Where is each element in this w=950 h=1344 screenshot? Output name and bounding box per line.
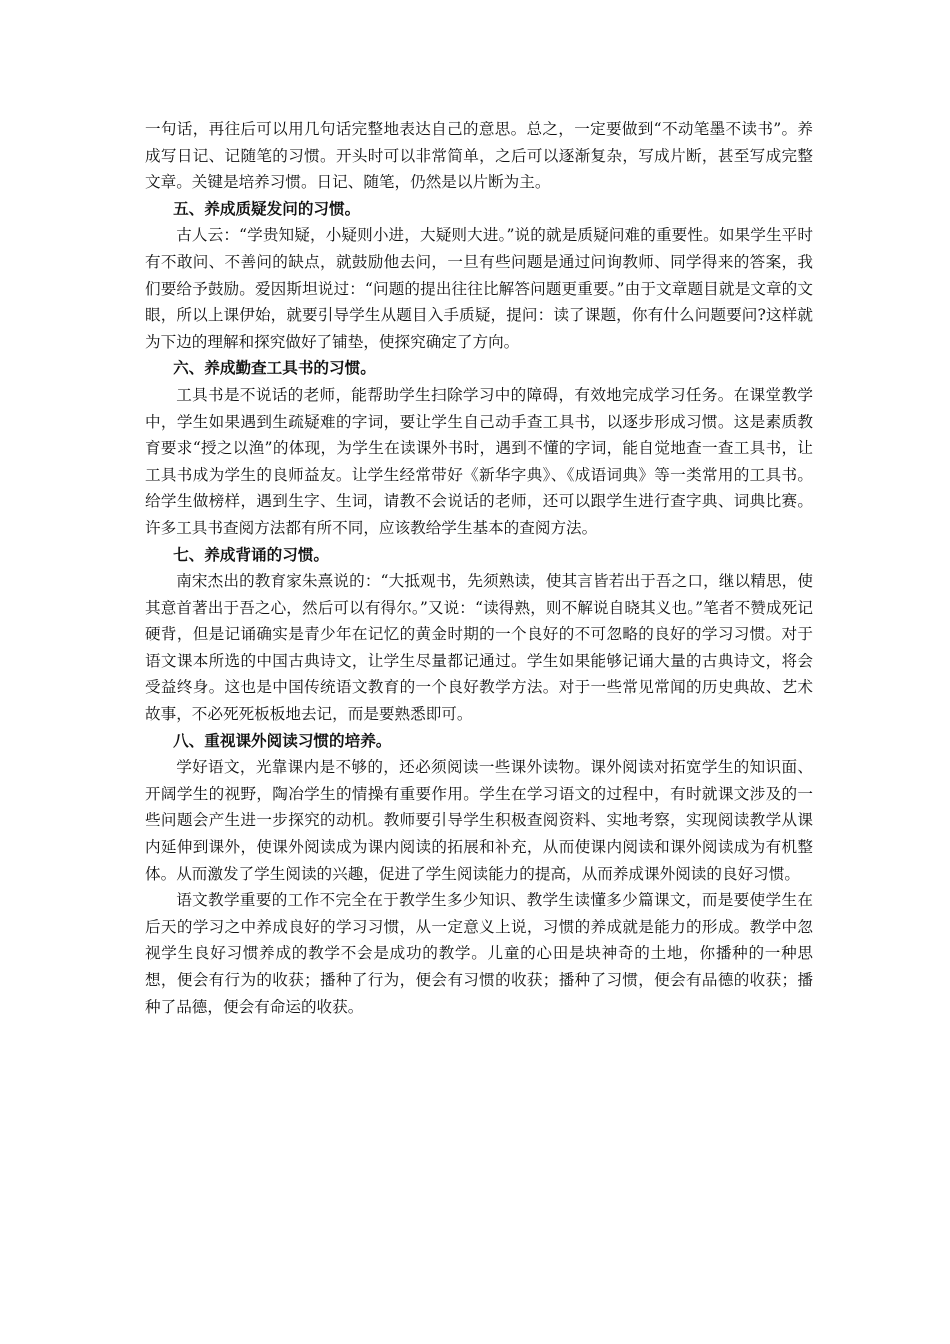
- paragraph-conclusion: 语文教学重要的工作不完全在于教学生多少知识、教学生读懂多少篇课文，而是要使学生在后天的学习之中养成良好的学习习惯，从一定意义上说，习惯的养成就是能力的形成。教学中忽视学生良好习惯养成的教学不会是成功的教学。儿童的心田是块神奇的土地，你播种的一种思想，便会有行为的收获；播种了行为，便会有习惯的收获；播种了习惯，便会有品德的收获；播种了品德，便会有命运的收获。: [145, 891, 813, 1016]
- document-body: [145, 116, 813, 1020]
- paragraph-reference-books: 工具书是不说话的老师，能帮助学生扫除学习中的障碍，有效地完成学习任务。在课堂教学中，学生如果遇到生疏疑难的字词，要让学生自己动手查工具书，以逐步形成习惯。这是素质教育要求“授之以渔”的体现，为学生在读课外书时，遇到不懂的字词，能自觉地查一查工具书，让工具书成为学生的良师益友。让学生经常带好《新华字典》、《成语词典》等一类常用的工具书。给学生做榜样，遇到生字、生词，请教不会说话的老师，还可以跟学生进行查字典、词典比赛。许多工具书查阅方法都有所不同，应该教给学生基本的查阅方法。: [145, 385, 813, 537]
- paragraph-questioning: 古人云：“学贵知疑，小疑则小进，大疑则大进。”说的就是质疑问难的重要性。如果学生平时有不敢问、不善问的缺点，就鼓励他去问，一旦有些问题是通过问询教师、同学得来的答案，我们要给予鼓励。爱因斯坦说过：“问题的提出往往比解答问题更重要。”由于文章题目就是文章的文眼，所以上课伊始，就要引导学生从题目入手质疑，提问：读了课题，你有什么问题要问?这样就为下边的理解和探究做好了铺垫，使探究确定了方向。: [145, 226, 813, 351]
- section-heading-7: 七、养成背诵的习惯。: [173, 544, 330, 564]
- paragraph-continued: 一句话，再往后可以用几句话完整地表达自己的意思。总之，一定要做到“不动笔墨不读书”。养成写日记、记随笔的习惯。开头时可以非常简单，之后可以逐渐复杂，写成片断，甚至写成完整文章。关键是培养习惯。日记、随笔，仍然是以片断为主。: [145, 120, 813, 192]
- section-heading-8: 八、重视课外阅读习惯的培养。: [173, 730, 392, 750]
- section-heading-6: 六、养成勤查工具书的习惯。: [173, 358, 376, 378]
- paragraph-extracurricular-reading: 学好语文，光靠课内是不够的，还必须阅读一些课外读物。课外阅读对拓宽学生的知识面、开阔学生的视野，陶冶学生的情操有重要作用。学生在学习语文的过程中，有时就课文涉及的一些问题会产生进一步探究的动机。教师要引导学生积极查阅资料、实地考察，实现阅读教学从课内延伸到课外，使课外阅读成为课内阅读的拓展和补充，从而使课内阅读和课外阅读成为有机整体。从而激发了学生阅读的兴趣，促进了学生阅读能力的提高，从而养成课外阅读的良好习惯。: [145, 758, 813, 883]
- paragraph-recitation: 南宋杰出的教育家朱熹说的：“大抵观书，先须熟读，使其言皆若出于吾之口，继以精思，使其意首著出于吾之心，然后可以有得尔。”又说：“读得熟，则不解说自晓其义也。”笔者不赞成死记硬背，但是记诵确实是青少年在记忆的黄金时期的一个良好的不可忽略的良好的学习习惯。对于语文课本所选的中国古典诗文，让学生尽量都记通过。学生如果能够记诵大量的古典诗文，将会受益终身。这也是中国传统语文教育的一个良好教学方法。对于一些常见常闻的历史典故、艺术故事，不必死死板板地去记，而是要熟悉即可。: [145, 572, 813, 724]
- section-heading-5: 五、养成质疑发问的习惯。: [173, 198, 361, 218]
